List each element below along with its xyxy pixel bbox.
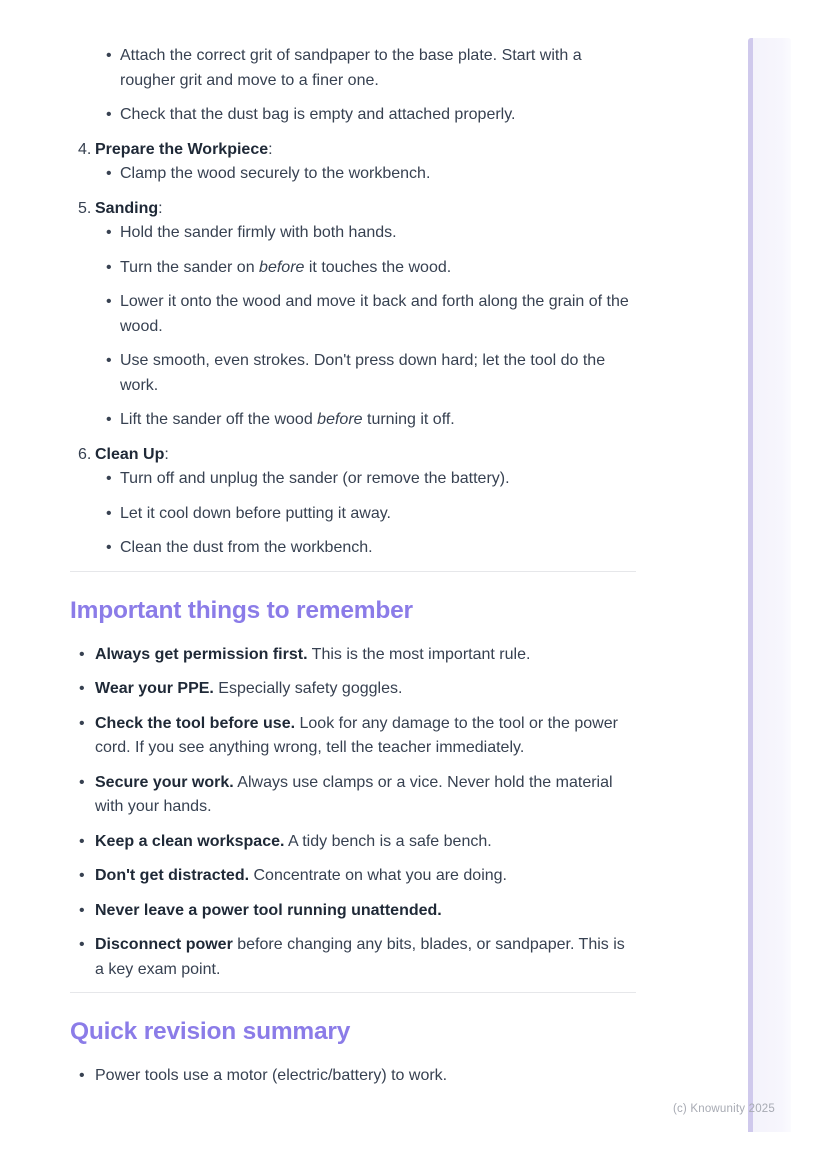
section-bullet-list <box>70 643 636 983</box>
step-bullet: • Hold the sander firmly with both hands. <box>70 221 636 246</box>
step-title-text: Clean Up <box>95 445 165 463</box>
section-heading: Important things to remember <box>70 596 413 624</box>
section-bullet: • Disconnect power before changing any bits, blades, or sandpaper. This is a key exam point. <box>70 933 636 982</box>
numbered-step <box>70 443 636 561</box>
step-number: 5. <box>78 199 92 217</box>
section-bullet: • Power tools use a motor (electric/battery) to work. <box>70 1064 636 1089</box>
numbered-step <box>70 197 636 433</box>
step-title-suffix: : <box>158 199 163 217</box>
step-bullet: • Lower it onto the wood and move it back and forth along the grain of the wood. <box>70 290 636 339</box>
step-title <box>70 197 636 222</box>
section-bullet-list <box>70 1064 636 1089</box>
step-bullet-list <box>70 162 636 187</box>
step-title-text: Sanding <box>95 199 159 217</box>
section-bullet: • Wear your PPE. Especially safety goggles. <box>70 677 636 702</box>
section-bullet: • Don't get distracted. Concentrate on what you are doing. <box>70 864 636 889</box>
step-bullet: • Lift the sander off the wood before turning it off. <box>70 408 636 433</box>
step-bullet: • Clamp the wood securely to the workbench. <box>70 162 636 187</box>
step-title-suffix: : <box>164 445 169 463</box>
step-title <box>70 138 636 163</box>
step-bullet-list <box>70 221 636 433</box>
numbered-steps <box>70 138 636 561</box>
step-title-text: Prepare the Workpiece <box>95 140 269 158</box>
intro-bullet: • Attach the correct grit of sandpaper to the base plate. Start with a rougher grit and move to a finer one. <box>70 44 636 93</box>
step-bullet-list <box>70 467 636 561</box>
next-page-edge <box>748 38 791 1132</box>
step-title-suffix: : <box>268 140 273 158</box>
page-edge-panel <box>753 38 791 1132</box>
watermark: (c) Knowunity 2025 <box>672 1103 775 1115</box>
step-bullet: • Clean the dust from the workbench. <box>70 536 636 561</box>
step-number: 4. <box>78 140 92 158</box>
section-bullet: • Always get permission first. This is the most important rule. <box>70 643 636 668</box>
section-divider <box>70 992 636 993</box>
section-bullet: • Secure your work. Always use clamps or a vice. Never hold the material with your hands. <box>70 771 636 820</box>
document-sections <box>70 571 636 1089</box>
section-bullet: • Keep a clean workspace. A tidy bench is a safe bench. <box>70 830 636 855</box>
step-title <box>70 443 636 468</box>
section-bullet: • Check the tool before use. Look for any damage to the tool or the power cord. If you see anything wrong, tell the teacher immediately. <box>70 712 636 761</box>
document-content <box>70 0 636 1099</box>
intro-bullet: • Check that the dust bag is empty and attached properly. <box>70 103 636 128</box>
step-bullet: • Turn off and unplug the sander (or remove the battery). <box>70 467 636 492</box>
intro-bullet-list <box>70 44 636 128</box>
step-bullet: • Use smooth, even strokes. Don't press down hard; let the tool do the work. <box>70 349 636 398</box>
step-bullet: • Let it cool down before putting it away. <box>70 502 636 527</box>
step-bullet: • Turn the sander on before it touches the wood. <box>70 256 636 281</box>
section-divider <box>70 571 636 572</box>
section-bullet: • Never leave a power tool running unattended. <box>70 899 636 924</box>
numbered-step <box>70 138 636 187</box>
step-number: 6. <box>78 445 92 463</box>
section-heading: Quick revision summary <box>70 1018 351 1045</box>
